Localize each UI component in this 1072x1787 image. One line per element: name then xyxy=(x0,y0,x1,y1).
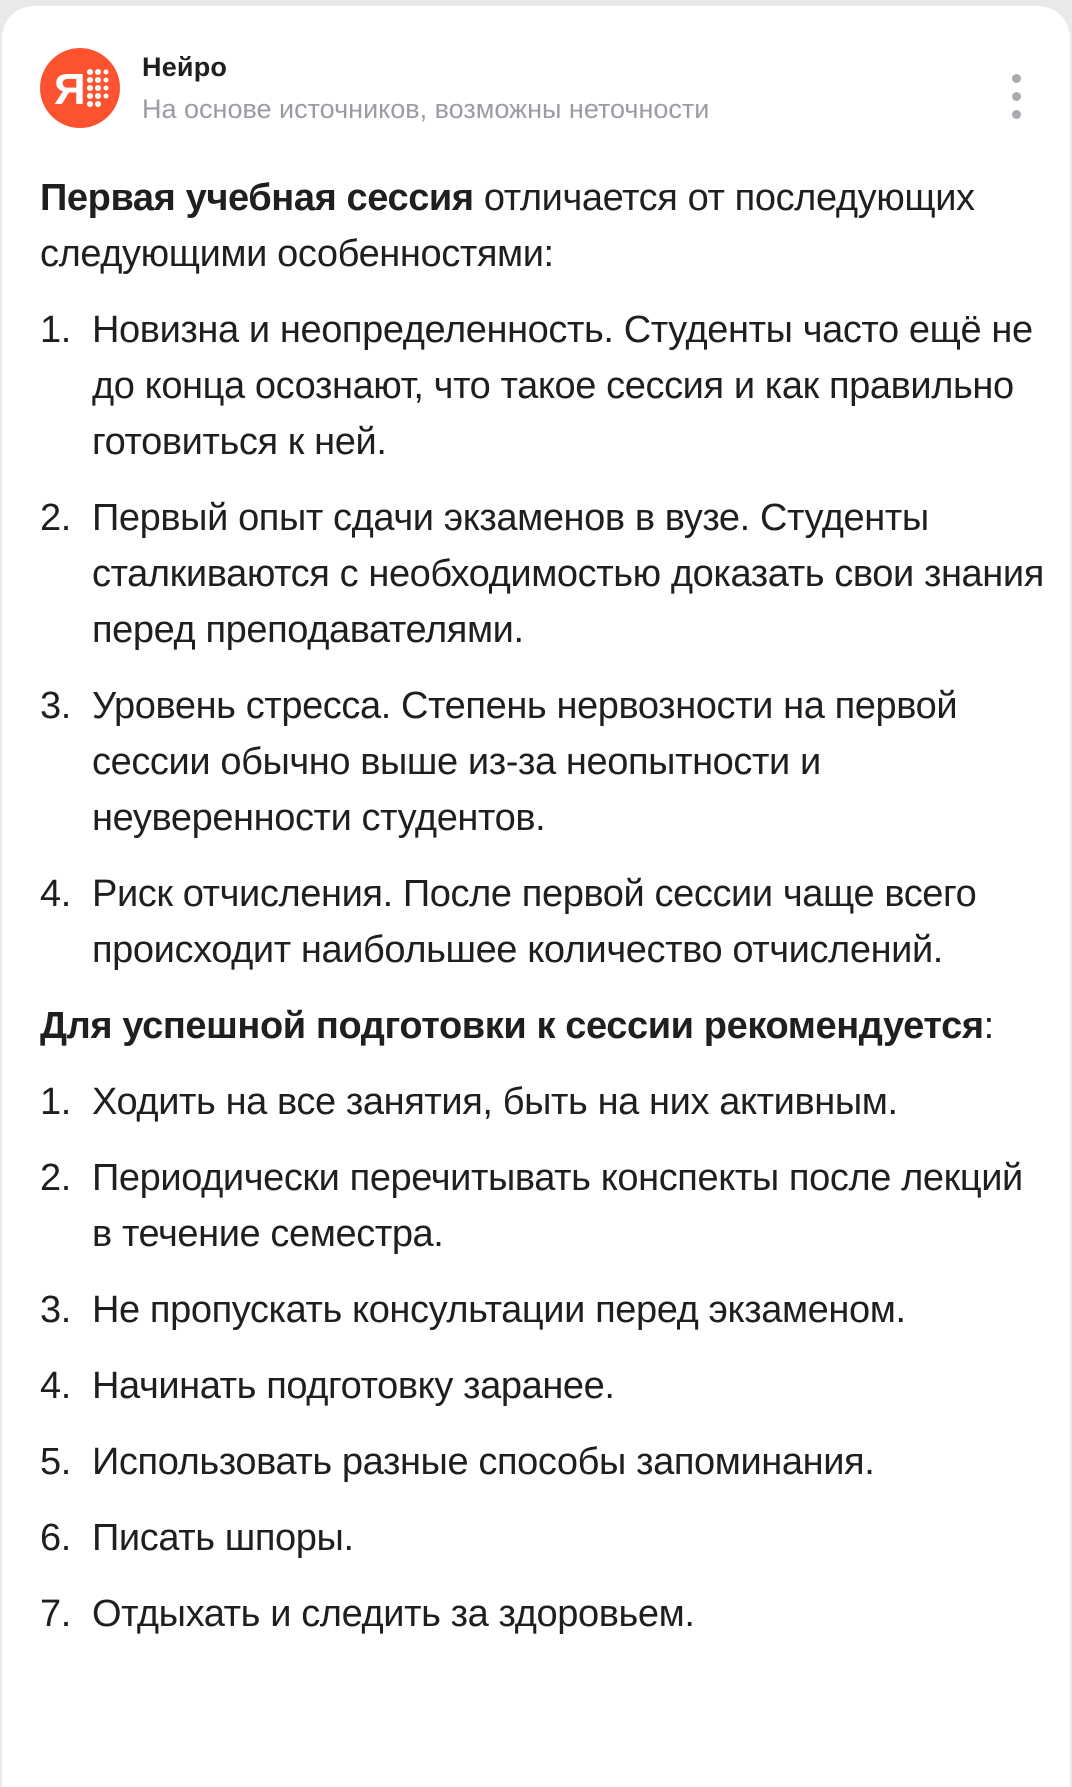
features-list xyxy=(40,302,1050,978)
answer-header xyxy=(40,48,1070,138)
intro-text: отличается от последующих следующими особенностями: xyxy=(40,177,975,275)
list-item: 3. Уровень стресса. Степень нервозности на первой сессии обычно выше из-за неопытности и неуверенности студентов. xyxy=(40,685,958,839)
answer-content xyxy=(40,170,1050,1662)
recommend-colon: : xyxy=(983,1005,994,1047)
more-dot-icon xyxy=(1012,74,1021,83)
list-item: 1. Ходить на все занятия, быть на них активным. xyxy=(40,1081,898,1123)
neuro-logo-icon xyxy=(40,48,120,128)
more-dot-icon xyxy=(1012,110,1021,119)
list-item: 2. Периодически перечитывать конспекты после лекций в течение семестра. xyxy=(40,1157,1023,1255)
recommend-paragraph xyxy=(40,998,1050,1054)
recommend-bold: Для успешной подготовки к сессии рекомендуется xyxy=(40,1005,984,1047)
intro-paragraph xyxy=(40,170,1050,282)
answer-card xyxy=(2,6,1070,1787)
intro-bold: Первая учебная сессия xyxy=(40,177,474,219)
list-item: 1. Новизна и неопределенность. Студенты часто ещё не до конца осознают, что такое сессия и как правильно готовиться к ней. xyxy=(40,309,1033,463)
list-item: 7. Отдыхать и следить за здоровьем. xyxy=(40,1593,695,1635)
list-item: 2. Первый опыт сдачи экзаменов в вузе. Студенты сталкиваются с необходимостью доказать свои знания перед преподавателями. xyxy=(40,497,1044,651)
list-item: 5. Использовать разные способы запоминания. xyxy=(40,1441,875,1483)
more-dot-icon xyxy=(1012,92,1021,101)
header-title: Нейро xyxy=(142,52,228,82)
list-item: 3. Не пропускать консультации перед экзаменом. xyxy=(40,1289,906,1331)
header-subtitle: На основе источников, возможны неточности xyxy=(142,94,710,124)
recommendations-list xyxy=(40,1074,1050,1642)
logo-letter: Я xyxy=(54,65,86,114)
list-item: 4. Риск отчисления. После первой сессии чаще всего происходит наибольшее количество отчислений. xyxy=(40,873,977,971)
list-item: 6. Писать шпоры. xyxy=(40,1517,354,1559)
list-item: 4. Начинать подготовку заранее. xyxy=(40,1365,615,1407)
more-options-button[interactable] xyxy=(998,70,1034,124)
